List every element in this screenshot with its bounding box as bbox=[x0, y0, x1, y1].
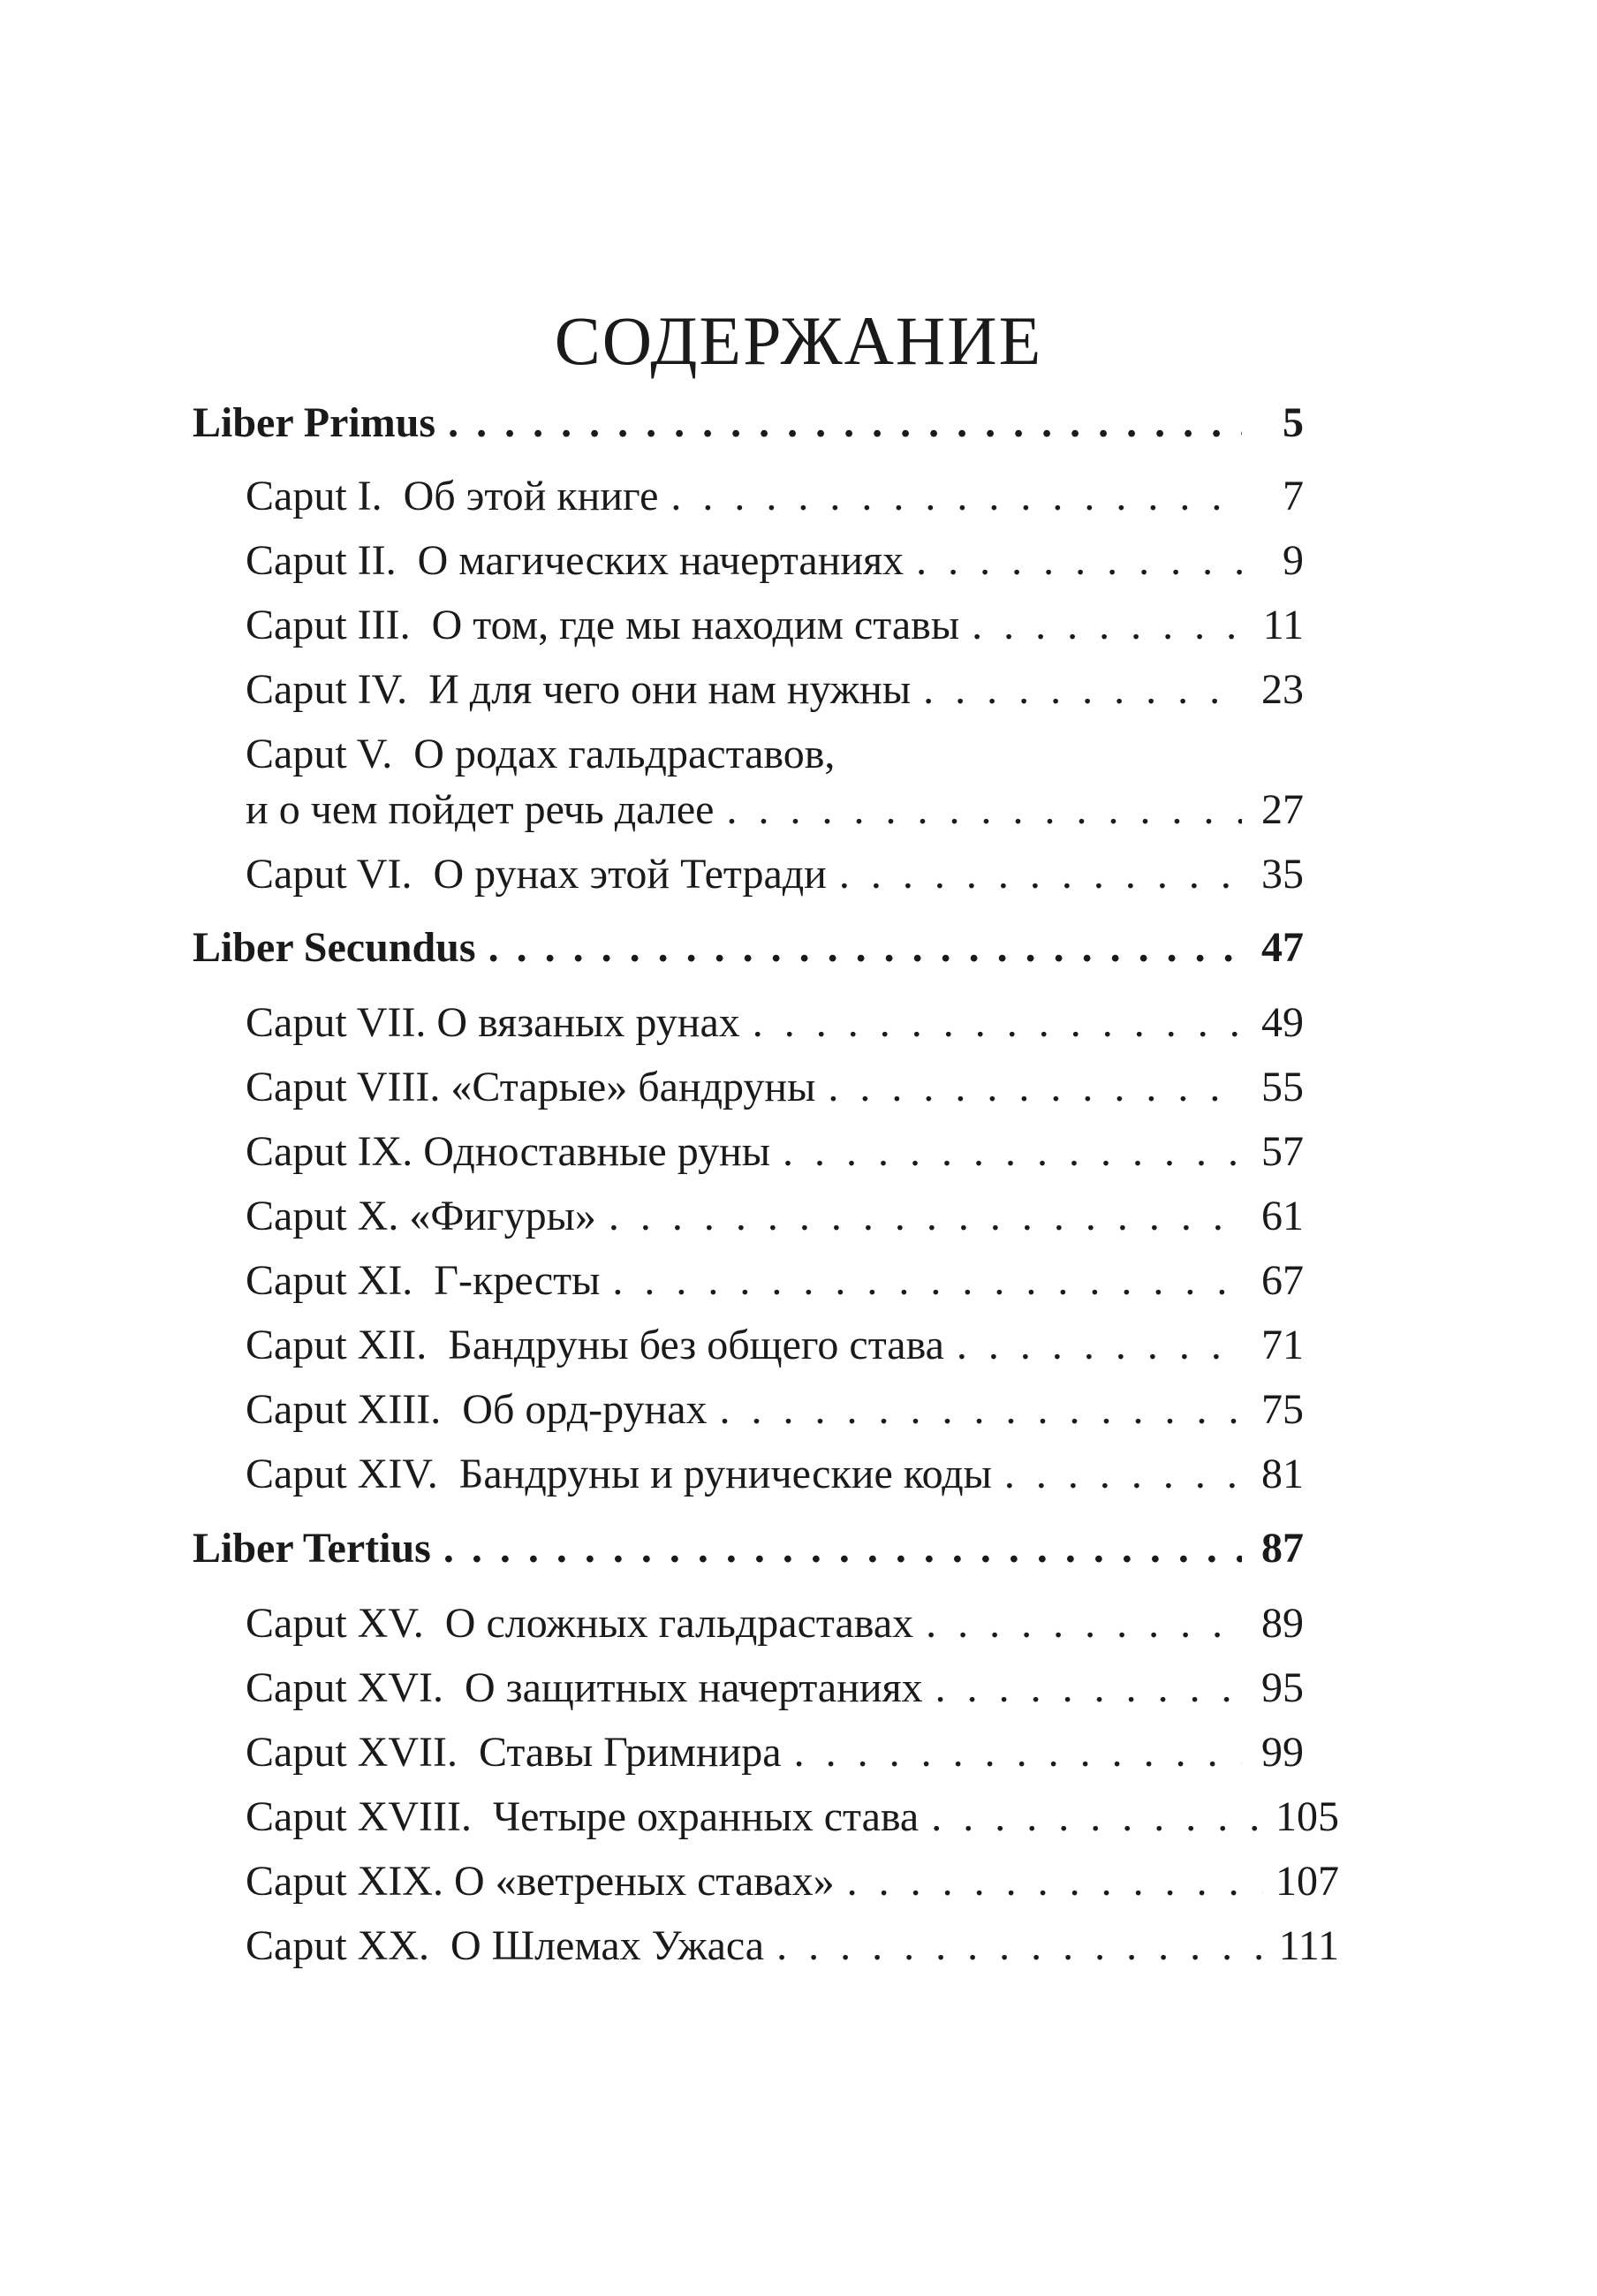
toc-part-liber-secundus[interactable] bbox=[193, 924, 1304, 971]
page-number: 23 bbox=[1261, 666, 1304, 713]
chapter-label: Caput XII. Бандруны без общего става bbox=[246, 1322, 944, 1368]
toc-chapter-3[interactable] bbox=[246, 604, 1304, 647]
toc-chapter-16[interactable] bbox=[246, 1664, 1304, 1711]
page-number: 27 bbox=[1261, 786, 1304, 833]
chapter-label: Caput XVIII. Четыре охранных става bbox=[246, 1793, 920, 1840]
page-number: 89 bbox=[1261, 1600, 1304, 1647]
toc-chapter-10[interactable] bbox=[246, 1195, 1304, 1238]
dot-leader bbox=[923, 669, 1242, 711]
toc-chapter-4[interactable] bbox=[246, 666, 1304, 713]
dot-leader bbox=[609, 1195, 1242, 1238]
dot-leader bbox=[726, 789, 1242, 831]
chapter-label: Caput XX. О Шлемах Ужаса bbox=[246, 1922, 765, 1969]
page-number: 87 bbox=[1261, 1525, 1304, 1572]
dot-leader bbox=[670, 475, 1242, 518]
toc-chapter-14[interactable] bbox=[246, 1453, 1304, 1496]
toc-chapter-17[interactable] bbox=[246, 1731, 1304, 1774]
page-number: 49 bbox=[1261, 999, 1304, 1046]
dot-leader bbox=[443, 1527, 1242, 1570]
page-number: 55 bbox=[1261, 1064, 1304, 1110]
dot-leader bbox=[776, 1925, 1266, 1967]
chapter-label: и о чем пойдет речь далее bbox=[246, 786, 715, 833]
page-number: 75 bbox=[1261, 1386, 1304, 1433]
chapter-label: Caput XIV. Бандруны и рунические коды bbox=[246, 1451, 992, 1497]
chapter-label: Caput VIII. «Старые» бандруны bbox=[246, 1064, 816, 1110]
dot-leader bbox=[839, 853, 1242, 896]
dot-leader bbox=[957, 1324, 1242, 1367]
chapter-label: Caput III. О том, где мы находим ставы bbox=[246, 602, 960, 648]
toc-chapter-2[interactable] bbox=[246, 537, 1304, 584]
toc-chapter-13[interactable] bbox=[246, 1386, 1304, 1433]
chapter-label: Caput VII. О вязаных рунах bbox=[246, 999, 740, 1046]
toc-chapter-20[interactable] bbox=[246, 1922, 1339, 1969]
page-number: 71 bbox=[1261, 1322, 1304, 1368]
page-number: 61 bbox=[1261, 1193, 1304, 1239]
part-label: Liber Tertius bbox=[193, 1525, 431, 1572]
page-number: 81 bbox=[1261, 1451, 1304, 1497]
part-label: Liber Secundus bbox=[193, 924, 476, 971]
page-number: 105 bbox=[1275, 1793, 1339, 1840]
chapter-label: Caput I. Об этой книге bbox=[246, 473, 659, 519]
dot-leader bbox=[794, 1731, 1242, 1774]
page-number: 11 bbox=[1262, 602, 1304, 648]
toc-chapter-1[interactable] bbox=[246, 475, 1304, 518]
page-number: 35 bbox=[1261, 851, 1304, 898]
page-title: СОДЕРЖАНИЕ bbox=[554, 302, 1043, 380]
page-number: 9 bbox=[1283, 537, 1304, 584]
chapter-label: Caput XVII. Ставы Гримнира bbox=[246, 1729, 782, 1776]
toc-chapter-18[interactable] bbox=[246, 1793, 1339, 1840]
toc-chapter-12[interactable] bbox=[246, 1324, 1304, 1367]
chapter-label: Caput XIII. Об орд-рунах bbox=[246, 1386, 708, 1433]
dot-leader bbox=[753, 1002, 1242, 1044]
page-number: 95 bbox=[1261, 1664, 1304, 1711]
toc-chapter-6[interactable] bbox=[246, 853, 1304, 896]
dot-leader bbox=[931, 1796, 1263, 1838]
chapter-label: Caput VI. О рунах этой Тетради bbox=[246, 851, 827, 898]
chapter-label: Caput X. «Фигуры» bbox=[246, 1193, 596, 1239]
toc-chapter-9[interactable] bbox=[246, 1128, 1304, 1175]
page-number: 57 bbox=[1261, 1128, 1304, 1175]
toc-chapter-15[interactable] bbox=[246, 1600, 1304, 1647]
dot-leader bbox=[972, 604, 1242, 647]
dot-leader bbox=[488, 927, 1242, 969]
page-number: 107 bbox=[1275, 1858, 1339, 1905]
page-number: 47 bbox=[1261, 924, 1304, 971]
page-number: 5 bbox=[1283, 399, 1304, 446]
page-number: 99 bbox=[1261, 1729, 1304, 1776]
toc-part-liber-tertius[interactable] bbox=[193, 1527, 1304, 1570]
dot-leader bbox=[926, 1603, 1242, 1645]
page-number: 111 bbox=[1278, 1922, 1339, 1969]
chapter-label: Caput IV. И для чего они нам нужны bbox=[246, 666, 912, 713]
dot-leader bbox=[847, 1860, 1263, 1903]
dot-leader bbox=[783, 1131, 1242, 1173]
toc-chapter-8[interactable] bbox=[246, 1066, 1304, 1109]
toc-chapter-7[interactable] bbox=[246, 999, 1304, 1046]
page-number: 67 bbox=[1261, 1257, 1304, 1304]
toc-chapter-5-line1[interactable] bbox=[246, 733, 1304, 776]
toc-part-liber-primus[interactable] bbox=[193, 399, 1304, 446]
chapter-label: Caput IX. Одноставные руны bbox=[246, 1128, 771, 1175]
chapter-label: Caput XIX. О «ветреных ставах» bbox=[246, 1858, 835, 1905]
toc-chapter-5[interactable] bbox=[246, 786, 1304, 833]
toc-chapter-11[interactable] bbox=[246, 1257, 1304, 1304]
dot-leader bbox=[1004, 1453, 1242, 1496]
dot-leader bbox=[828, 1066, 1242, 1109]
dot-leader bbox=[916, 540, 1242, 582]
part-label: Liber Primus bbox=[193, 399, 436, 446]
chapter-label: Caput XV. О сложных гальдраставах bbox=[246, 1600, 914, 1647]
dot-leader bbox=[935, 1667, 1242, 1709]
dot-leader bbox=[448, 402, 1242, 444]
dot-leader bbox=[720, 1389, 1243, 1431]
chapter-label: Caput XVI. О защитных начертаниях bbox=[246, 1664, 923, 1711]
chapter-label: Caput II. О магических начертаниях bbox=[246, 537, 904, 584]
toc-chapter-19[interactable] bbox=[246, 1860, 1339, 1903]
page-number: 7 bbox=[1283, 473, 1304, 519]
chapter-label: Caput XI. Г-кресты bbox=[246, 1257, 601, 1304]
chapter-label: Caput V. О родах гальдраставов, bbox=[246, 731, 836, 777]
dot-leader bbox=[612, 1260, 1242, 1302]
